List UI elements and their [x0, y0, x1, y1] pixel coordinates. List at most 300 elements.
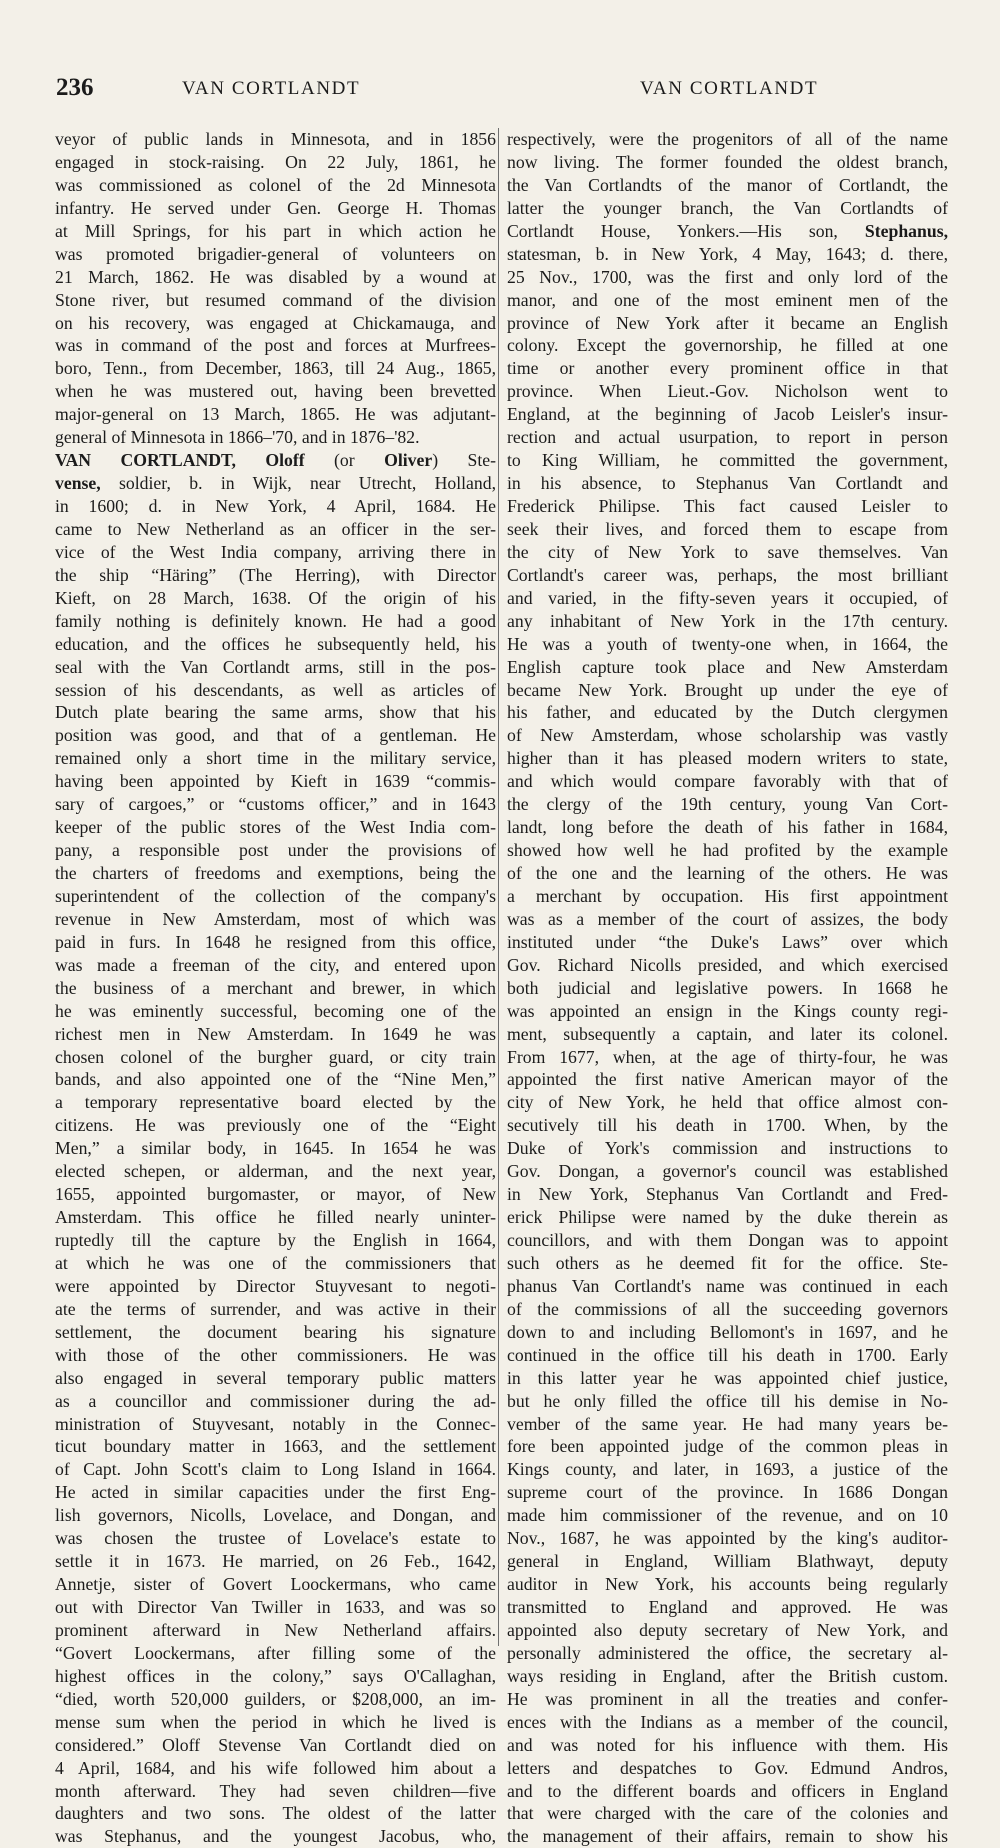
line-text: 4 April, 1684, and his wife followed him about a: [55, 1757, 496, 1778]
text-line: [507, 1780, 948, 1803]
text-line: [55, 151, 496, 174]
line-text: came to New Netherland as an officer in the ser-: [55, 518, 496, 539]
text-line: [55, 816, 496, 839]
text-line: [507, 1550, 948, 1573]
text-line: [55, 1596, 496, 1619]
text-line: [55, 1390, 496, 1413]
line-text: and to the different boards and officers in England: [507, 1780, 948, 1801]
text-line: [507, 128, 948, 151]
line-text: ruptedly till the capture by the English in 1664,: [55, 1230, 496, 1250]
text-line: [55, 747, 496, 770]
line-text: Kings county, and later, in 1693, a justice of the: [507, 1459, 948, 1480]
line-text: with those of the other commissioners. He was: [55, 1344, 496, 1365]
text-line: [55, 656, 496, 679]
line-text: remained only a short time in the military service,: [55, 748, 496, 769]
text-line: [55, 334, 496, 357]
line-text: engaged in stock-raising. On 22 July, 1861, he: [55, 151, 496, 172]
line-text: manor, and one of the most eminent men of the: [507, 289, 948, 310]
line-text: considered.” Oloff Stevense Van Cortlandt died on: [55, 1734, 496, 1755]
text-line: [507, 472, 948, 495]
text-line: [55, 701, 496, 724]
bold-text: Stephanus,: [864, 220, 948, 241]
line-text: but he only filled the office till his demise in No-: [507, 1390, 948, 1411]
line-text: England, at the beginning of Jacob Leisler's insur-: [507, 404, 948, 425]
line-text: Gov. Richard Nicolls presided, and which exercised: [507, 954, 948, 975]
line-text: Men,” a similar body, in 1645. In 1654 he was: [55, 1138, 496, 1159]
text-line: [55, 977, 496, 1000]
text-line: [507, 1504, 948, 1527]
line-text: personally administered the office, the secretary al-: [507, 1642, 948, 1663]
text-line: [507, 426, 948, 449]
text-line: [55, 793, 496, 816]
text-line: [55, 1137, 496, 1160]
text-line: [55, 1275, 496, 1298]
text-line: [55, 1757, 496, 1780]
line-text: in his absence, to Stephanus Van Cortlandt and: [507, 473, 948, 494]
line-text: that were charged with the care of the colonies and: [507, 1803, 948, 1824]
text-line: [507, 151, 948, 174]
text-line: [55, 633, 496, 656]
text-line: [55, 1068, 496, 1091]
line-text: a temporary representative board elected by the: [55, 1092, 496, 1113]
text-line: [55, 380, 496, 403]
text-line: [55, 724, 496, 747]
line-text: general of Minnesota in 1866–'70, and in 1876–'82.: [55, 427, 420, 448]
line-text: major-general on 13 March, 1865. He was adjutant-: [55, 404, 496, 425]
text-line: [507, 1229, 948, 1252]
right-column: [507, 128, 948, 1848]
text-line: [55, 357, 496, 380]
text-line: [55, 679, 496, 702]
text-line: [507, 1458, 948, 1481]
line-text: such others as he deemed fit for the office. Ste-: [507, 1252, 948, 1273]
line-text: “Govert Loockermans, after filling some of the: [55, 1642, 496, 1663]
text-line: [507, 403, 948, 426]
text-line: [55, 1642, 496, 1665]
line-text: his father, and educated by the Dutch clergymen: [507, 702, 948, 723]
line-text: now living. The former founded the oldest branch,: [507, 151, 948, 172]
line-text: statesman, b. in New York, 4 May, 1643; d. there,: [507, 243, 948, 264]
line-text: seek their lives, and forced them to escape from: [507, 518, 948, 539]
line-text: phanus Van Cortlandt's name was continued in each: [507, 1275, 948, 1296]
text-line: [55, 1481, 496, 1504]
line-text: having been appointed by Kieft in 1639 “commis-: [55, 771, 496, 792]
line-text: chosen colonel of the burgher guard, or city train: [55, 1046, 496, 1067]
line-text: ences with the Indians as a member of the council,: [507, 1711, 948, 1732]
text-line: [507, 724, 948, 747]
line-text: when he was mustered out, having been brevetted: [55, 381, 496, 402]
text-line: [507, 1298, 948, 1321]
line-text: bands, and also appointed one of the “Nine Men,”: [55, 1069, 496, 1090]
line-text: Nov., 1687, he was appointed by the king's auditor-: [507, 1528, 948, 1549]
text-line: [55, 1413, 496, 1436]
line-text: settlement, the document bearing his signature: [55, 1321, 496, 1342]
text-line: [507, 1802, 948, 1825]
text-line: [507, 1711, 948, 1734]
text-line: [507, 839, 948, 862]
text-line: [55, 1573, 496, 1596]
text-line: [507, 1321, 948, 1344]
text-line: [55, 564, 496, 587]
line-text: highest offices in the colony,” says O'Callaghan,: [55, 1665, 496, 1686]
text-line: [507, 380, 948, 403]
text-line: [55, 449, 496, 472]
line-text: was in command of the post and forces at Murfrees-: [55, 335, 496, 356]
line-text: Amsterdam. This office he filled nearly uninter-: [55, 1207, 496, 1228]
text-line: [507, 1573, 948, 1596]
line-text: the management of their affairs, remain to show his: [507, 1826, 948, 1847]
line-text: prominent afterward in New Netherland affairs.: [55, 1619, 496, 1640]
text-line: [55, 1825, 496, 1848]
line-text: was as a member of the court of assizes, the body: [507, 908, 948, 929]
line-text: He was a youth of twenty-one when, in 1664, the: [507, 633, 948, 654]
text-line: [55, 518, 496, 541]
line-text: 1655, appointed burgomaster, or mayor, of New: [55, 1184, 496, 1205]
line-text: province of New York after it became an English: [507, 312, 948, 333]
text-line: [507, 1619, 948, 1642]
running-head-right: VAN CORTLANDT: [640, 78, 819, 99]
text-line: [55, 1665, 496, 1688]
text-line: [55, 403, 496, 426]
line-text: councillors, and with them Dongan was to appoint: [507, 1230, 948, 1250]
text-line: [507, 770, 948, 793]
text-line: [55, 1229, 496, 1252]
line-text: appointed the first native American mayor of the: [507, 1069, 948, 1090]
line-text: citizens. He was previously one of the “Eight: [55, 1115, 496, 1136]
line-text: session of his descendants, as well as articles of: [55, 679, 496, 700]
line-text: sary of cargoes,” or “customs officer,” and in 1643: [55, 794, 496, 815]
text-line: [507, 679, 948, 702]
bold-text: vense,: [55, 473, 101, 494]
line-text: also engaged in several temporary public matters: [55, 1367, 496, 1388]
text-line: [55, 1550, 496, 1573]
text-line: [507, 495, 948, 518]
line-text: both judicial and legislative powers. In 1668 he: [507, 977, 948, 998]
line-text: of the one and the learning of the others. He was: [507, 863, 948, 883]
text-line: [507, 885, 948, 908]
text-line: [55, 197, 496, 220]
line-text: He acted in similar capacities under the first Eng-: [55, 1482, 496, 1503]
text-line: [55, 289, 496, 312]
text-line: [55, 1504, 496, 1527]
text-line: [55, 908, 496, 931]
line-text: Stone river, but resumed command of the division: [55, 289, 496, 310]
line-text: in 1600; d. in New York, 4 April, 1684. He: [55, 496, 496, 516]
line-text: down to and including Bellomont's in 1697, and he: [507, 1321, 948, 1342]
line-text: pany, a responsible post under the provisions of: [55, 840, 496, 861]
text-line: [507, 289, 948, 312]
text-line: [507, 357, 948, 380]
text-line: [507, 1137, 948, 1160]
line-text: seal with the Van Cortlandt arms, still in the pos-: [55, 656, 496, 677]
text-line: [55, 770, 496, 793]
line-text: settle it in 1673. He married, on 26 Feb., 1642,: [55, 1551, 496, 1572]
page-number: 236: [56, 74, 94, 101]
bold-text: Oliver: [384, 450, 433, 471]
line-text: landt, long before the death of his father in 1684,: [507, 817, 948, 838]
text-line: [55, 1091, 496, 1114]
line-text: latter the younger branch, the Van Cortlandts of: [507, 197, 948, 218]
text-line: [507, 931, 948, 954]
line-text: was appointed an ensign in the Kings county regi-: [507, 1000, 948, 1021]
line-text: time or another every prominent office in that: [507, 358, 948, 379]
text-line: [507, 1413, 948, 1436]
text-line: [55, 472, 496, 495]
line-text: fore been appointed judge of the common pleas in: [507, 1436, 948, 1457]
text-line: [507, 816, 948, 839]
text-line: [507, 266, 948, 289]
line-text: (or: [304, 450, 385, 471]
text-line: [55, 1206, 496, 1229]
line-text: out with Director Van Twiller in 1633, and was so: [55, 1597, 496, 1617]
line-text: vice of the West India company, arriving there in: [55, 541, 496, 562]
text-line: [55, 1000, 496, 1023]
text-line: [55, 1780, 496, 1803]
left-column: [55, 128, 496, 1848]
text-line: [55, 839, 496, 862]
line-text: ment, subsequently a captain, and later its colonel.: [507, 1023, 948, 1044]
text-line: [55, 312, 496, 335]
text-line: [507, 564, 948, 587]
line-text: Gov. Dongan, a governor's council was established: [507, 1161, 948, 1182]
line-text: education, and the offices he subsequently held, his: [55, 633, 496, 654]
text-line: [55, 266, 496, 289]
line-text: Duke of York's commission and instructions to: [507, 1138, 948, 1159]
line-text: colony. Except the governorship, he filled at one: [507, 335, 948, 356]
line-text: and was noted for his influence with them. His: [507, 1734, 948, 1755]
text-line: [55, 541, 496, 564]
line-text: at which he was one of the commissioners that: [55, 1252, 496, 1273]
text-line: [55, 1688, 496, 1711]
text-line: [55, 862, 496, 885]
text-line: [507, 587, 948, 610]
line-text: auditor in New York, his accounts being regularly: [507, 1574, 948, 1595]
line-text: boro, Tenn., from December, 1863, till 24 Aug., 1865,: [55, 358, 496, 379]
line-text: ticut boundary matter in 1663, and the settlement: [55, 1436, 496, 1457]
text-line: [55, 885, 496, 908]
line-text: the charters of freedoms and exemptions, being the: [55, 863, 496, 883]
text-line: [507, 1046, 948, 1069]
text-line: [507, 1206, 948, 1229]
line-text: was Stephanus, and the youngest Jacobus, who,: [55, 1826, 496, 1847]
text-line: [507, 1527, 948, 1550]
text-line: [55, 495, 496, 518]
line-text: the ship “Häring” (The Herring), with Director: [55, 564, 496, 585]
line-text: 21 March, 1862. He was disabled by a wound at: [55, 266, 496, 287]
line-text: richest men in New Amsterdam. In 1649 he was: [55, 1023, 496, 1044]
text-line: [507, 908, 948, 931]
line-text: infantry. He served under Gen. George H. Thomas: [55, 197, 496, 218]
text-line: [507, 449, 948, 472]
line-text: of Capt. John Scott's claim to Long Island in 1664.: [55, 1459, 496, 1480]
text-line: [507, 174, 948, 197]
text-line: [507, 1596, 948, 1619]
text-line: [507, 1757, 948, 1780]
text-line: [507, 1000, 948, 1023]
line-text: 25 Nov., 1700, was the first and only lord of the: [507, 266, 948, 287]
line-text: a merchant by occupation. His first appointment: [507, 885, 948, 906]
text-line: [55, 174, 496, 197]
line-text: the Van Cortlandts of the manor of Cortlandt, the: [507, 174, 948, 195]
text-line: [507, 793, 948, 816]
text-line: [507, 701, 948, 724]
text-line: [55, 1367, 496, 1390]
line-text: elected schepen, or alderman, and the next year,: [55, 1161, 496, 1182]
line-text: month afterward. They had seven children—five: [55, 1780, 496, 1801]
line-text: soldier, b. in Wijk, near Utrecht, Holland,: [100, 473, 496, 494]
text-line: [507, 633, 948, 656]
line-text: From 1677, when, at the age of thirty-four, he was: [507, 1046, 948, 1067]
line-text: veyor of public lands in Minnesota, and in 1856: [55, 129, 496, 149]
text-line: [55, 426, 496, 449]
line-text: supreme court of the province. In 1686 Dongan: [507, 1482, 948, 1503]
text-line: [55, 1183, 496, 1206]
line-text: transmitted to England and approved. He was: [507, 1597, 948, 1617]
line-text: ministration of Stuyvesant, notably in the Connec-: [55, 1413, 496, 1434]
text-line: [55, 1458, 496, 1481]
text-line: [507, 1114, 948, 1137]
line-text: of the commissions of all the succeeding governors: [507, 1298, 948, 1319]
text-line: [55, 1734, 496, 1757]
line-text: he was eminently successful, becoming one of the: [55, 1000, 496, 1021]
text-line: [55, 931, 496, 954]
text-line: [55, 954, 496, 977]
text-line: [507, 1160, 948, 1183]
text-line: [507, 862, 948, 885]
line-text: Cortlandt's career was, perhaps, the most brilliant: [507, 564, 948, 585]
line-text: became New York. Brought up under the eye of: [507, 679, 948, 700]
text-line: [507, 656, 948, 679]
text-line: [507, 541, 948, 564]
line-text: Frederick Philipse. This fact caused Leisler to: [507, 496, 948, 516]
line-text: keeper of the public stores of the West India com-: [55, 817, 496, 838]
text-line: [55, 1344, 496, 1367]
text-line: [507, 977, 948, 1000]
text-line: [55, 1802, 496, 1825]
text-line: [507, 197, 948, 220]
line-text: revenue in New Amsterdam, most of which was: [55, 908, 496, 929]
text-line: [55, 1321, 496, 1344]
line-text: rection and actual usurpation, to report in person: [507, 427, 948, 448]
line-text: to King William, he committed the government,: [507, 450, 948, 471]
line-text: any inhabitant of New York in the 17th century.: [507, 610, 948, 631]
line-text: in New York, Stephanus Van Cortlandt and Fred-: [507, 1184, 948, 1205]
line-text: paid in furs. In 1648 he resigned from this office,: [55, 931, 496, 952]
line-text: general in England, William Blathwayt, deputy: [507, 1551, 948, 1572]
line-text: and which would compare favorably with that of: [507, 771, 948, 792]
line-text: continued in the office till his death in 1700. Early: [507, 1344, 948, 1365]
text-line: [507, 954, 948, 977]
text-line: [507, 1367, 948, 1390]
text-line: [507, 312, 948, 335]
line-text: was promoted brigadier-general of volunteers on: [55, 243, 496, 264]
line-text: respectively, were the progenitors of all of the name: [507, 129, 948, 149]
bold-text: VAN CORTLANDT, Oloff: [55, 450, 305, 471]
text-line: [507, 1435, 948, 1458]
text-line: [55, 587, 496, 610]
line-text: daughters and two sons. The oldest of the latter: [55, 1803, 496, 1824]
text-line: [55, 1023, 496, 1046]
text-line: [55, 1435, 496, 1458]
line-text: province. When Lieut.-Gov. Nicholson went to: [507, 381, 948, 402]
line-text: was made a freeman of the city, and entered upon: [55, 954, 496, 975]
line-text: made him commissioner of the revenue, and on 10: [507, 1505, 948, 1526]
text-line: [55, 610, 496, 633]
line-text: lish governors, Nicolls, Lovelace, and Dongan, and: [55, 1505, 496, 1526]
line-text: English capture took place and New Amsterdam: [507, 656, 948, 677]
text-line: [507, 1481, 948, 1504]
text-line: [55, 1160, 496, 1183]
text-line: [507, 1825, 948, 1848]
text-line: [507, 1390, 948, 1413]
line-text: Kieft, on 28 March, 1638. Of the origin of his: [55, 587, 496, 608]
line-text: the business of a merchant and brewer, in which: [55, 977, 496, 998]
text-line: [507, 1023, 948, 1046]
text-line: [55, 1619, 496, 1642]
line-text: instituted under “the Duke's Laws” over which: [507, 931, 948, 952]
column-divider: [498, 128, 499, 1646]
line-text: ) Ste-: [432, 450, 496, 471]
line-text: in this latter year he was appointed chief justice,: [507, 1367, 948, 1388]
text-line: [507, 1068, 948, 1091]
text-line: [55, 1252, 496, 1275]
line-text: as a councillor and commissioner during the ad-: [55, 1390, 496, 1411]
line-text: were appointed by Director Stuyvesant to negoti-: [55, 1275, 496, 1296]
text-line: [55, 1298, 496, 1321]
line-text: showed how well he had profited by the example: [507, 840, 948, 861]
text-line: [507, 1688, 948, 1711]
text-line: [55, 1114, 496, 1137]
text-line: [507, 243, 948, 266]
line-text: was commissioned as colonel of the 2d Minnesota: [55, 174, 496, 195]
line-text: Annetje, sister of Govert Loockermans, who came: [55, 1574, 496, 1595]
text-line: [507, 1252, 948, 1275]
line-text: vember of the same year. He had many years be-: [507, 1413, 948, 1434]
line-text: ate the terms of surrender, and was active in their: [55, 1298, 496, 1319]
line-text: ways residing in England, after the British custom.: [507, 1665, 948, 1686]
text-line: [507, 1183, 948, 1206]
text-line: [507, 1275, 948, 1298]
line-text: “died, worth 520,000 guilders, or $208,000, an im-: [55, 1688, 496, 1709]
line-text: superintendent of the collection of the company's: [55, 885, 496, 906]
text-line: [507, 747, 948, 770]
line-text: the city of New York to save themselves. Van: [507, 541, 948, 562]
line-text: of New Amsterdam, whose scholarship was vastly: [507, 725, 948, 746]
text-line: [507, 1642, 948, 1665]
line-text: appointed also deputy secretary of New York, and: [507, 1619, 948, 1640]
line-text: city of New York, he held that office almost con-: [507, 1092, 948, 1113]
page-header: [0, 74, 1000, 104]
line-text: family nothing is definitely known. He had a good: [55, 610, 496, 631]
text-line: [55, 220, 496, 243]
line-text: erick Philipse were named by the duke therein as: [507, 1207, 948, 1228]
line-text: on his recovery, was engaged at Chickamauga, and: [55, 312, 496, 333]
text-line: [507, 518, 948, 541]
text-line: [55, 1711, 496, 1734]
text-line: [55, 128, 496, 151]
text-line: [507, 1734, 948, 1757]
running-head-left: VAN CORTLANDT: [182, 78, 361, 99]
line-text: was chosen the trustee of Lovelace's estate to: [55, 1528, 496, 1549]
text-line: [507, 1665, 948, 1688]
line-text: Dutch plate bearing the same arms, show that his: [55, 702, 496, 723]
line-text: letters and despatches to Gov. Edmund Andros,: [507, 1757, 948, 1778]
text-line: [507, 610, 948, 633]
text-line: [507, 1344, 948, 1367]
text-line: [55, 1046, 496, 1069]
line-text: and varied, in the fifty-seven years it occupied, of: [507, 587, 948, 608]
text-line: [507, 1091, 948, 1114]
